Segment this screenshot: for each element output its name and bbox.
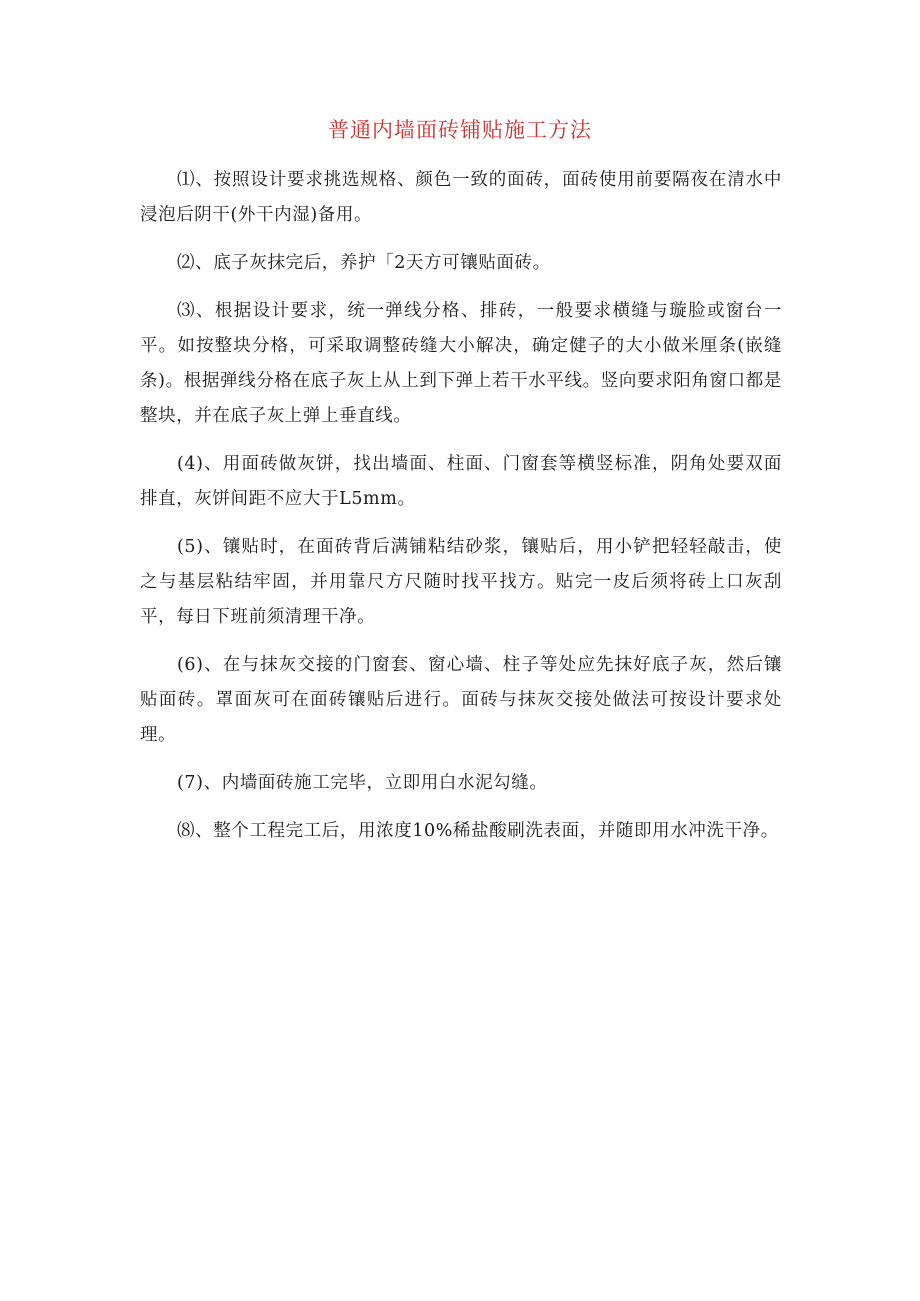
paragraph-1: ⑴、按照设计要求挑选规格、颜色一致的面砖，面砖使用前要隔夜在清水中浸泡后阴干(外干内湿)备用。 <box>140 170 782 225</box>
paragraph-8: ⑻、整个工程完工后，用浓度10%稀盐酸刷洗表面，并随即用水冲洗干净。 <box>177 821 779 841</box>
paragraph-7: (7)、内墙面砖施工完毕，立即用白水泥勾缝。 <box>177 773 548 793</box>
document-title: 普通内墙面砖铺贴施工方法 <box>328 118 592 142</box>
paragraph-6: (6)、在与抹灰交接的门窗套、窗心墙、柱子等处应先抹好底子灰，然后镶贴面砖。罩面灰可在面砖镶贴后进行。面砖与抹灰交接处做法可按设计要求处理。 <box>140 655 782 745</box>
paragraph-5: (5)、镶贴时，在面砖背后满铺粘结砂浆，镶贴后，用小铲把轻轻敲击，使之与基层粘结牢固，并用靠尺方尺随时找平找方。贴完一皮后须将砖上口灰刮平，每日下班前须清理干净。 <box>140 537 782 627</box>
paragraph-3: ⑶、根据设计要求，统一弹线分格、排砖，一般要求横缝与璇脸或窗台一平。如按整块分格，可采取调整砖缝大小解决，确定健子的大小做米厘条(嵌缝条)。根据弹线分格在底子灰上从上到下弹上若干水平线。竖向要求阳角窗口都是整块，并在底子灰上弹上垂直线。 <box>140 301 782 426</box>
paragraph-4: (4)、用面砖做灰饼，找出墙面、柱面、门窗套等横竖标准，阴角处要双面排直，灰饼间距不应大于L5mm。 <box>140 454 782 509</box>
document-body <box>140 163 782 862</box>
paragraph-2: ⑵、底子灰抹完后，养护「2天方可镶贴面砖。 <box>177 253 551 273</box>
